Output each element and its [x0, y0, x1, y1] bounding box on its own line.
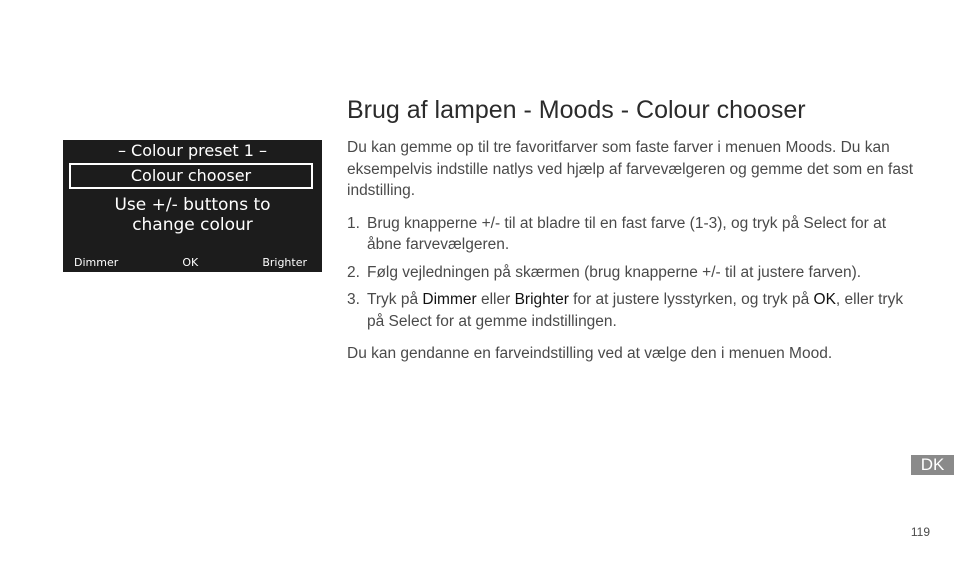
step-text-part: for at justere lysstyrken, og tryk på: [568, 291, 814, 308]
outro-paragraph: Du kan gendanne en farveindstilling ved at vælge den i menuen Mood.: [347, 345, 833, 362]
language-tab: DK: [911, 455, 954, 475]
softkey-ok: OK: [182, 256, 199, 269]
step-number: 3.: [347, 291, 360, 308]
key-dimmer: Dimmer: [422, 291, 477, 308]
step-2: [347, 262, 922, 284]
page-title: Brug af lampen - Moods - Colour chooser: [347, 96, 806, 124]
screen-instruction-line-1: Use +/- buttons to: [114, 195, 271, 215]
step-3: [347, 289, 922, 332]
key-brighter: Brighter: [514, 291, 569, 308]
softkey-bar: [74, 255, 307, 271]
step-text: Brug knapperne +/- til at bladre til en fast farve (1-3), og tryk på Select for at åbne farvevælgeren.: [367, 214, 887, 253]
step-text-part: eller: [476, 291, 515, 308]
softkey-dimmer: Dimmer: [74, 256, 119, 269]
screen-instruction-line-2: change colour: [132, 215, 253, 235]
softkey-brighter: Brighter: [262, 256, 307, 269]
key-ok: OK: [813, 291, 836, 308]
step-number: 2.: [347, 263, 360, 281]
step-number: 1.: [347, 214, 360, 232]
step-1: [347, 213, 922, 256]
page-number: 119: [910, 525, 930, 539]
step-text: Følg vejledningen på skærmen (brug knapperne +/- til at justere farven).: [367, 263, 862, 281]
selected-menu-item: Colour chooser: [69, 163, 313, 189]
steps-list: [347, 213, 922, 333]
device-screen-illustration: [63, 140, 322, 272]
step-text-part: , eller tryk på Select for at gemme indstillingen.: [367, 291, 904, 330]
colour-preset-label: – Colour preset 1 –: [117, 141, 268, 160]
step-text-part: Tryk på: [367, 291, 423, 308]
instructions-body: [347, 137, 922, 365]
intro-paragraph: Du kan gemme op til tre favoritfarver som faste farver i menuen Moods. Du kan eksempelvis indstille natlys ved hjælp af farvevælgeren og gemme det som en fast indstilling.: [347, 139, 914, 199]
screen-instruction: [63, 195, 322, 235]
